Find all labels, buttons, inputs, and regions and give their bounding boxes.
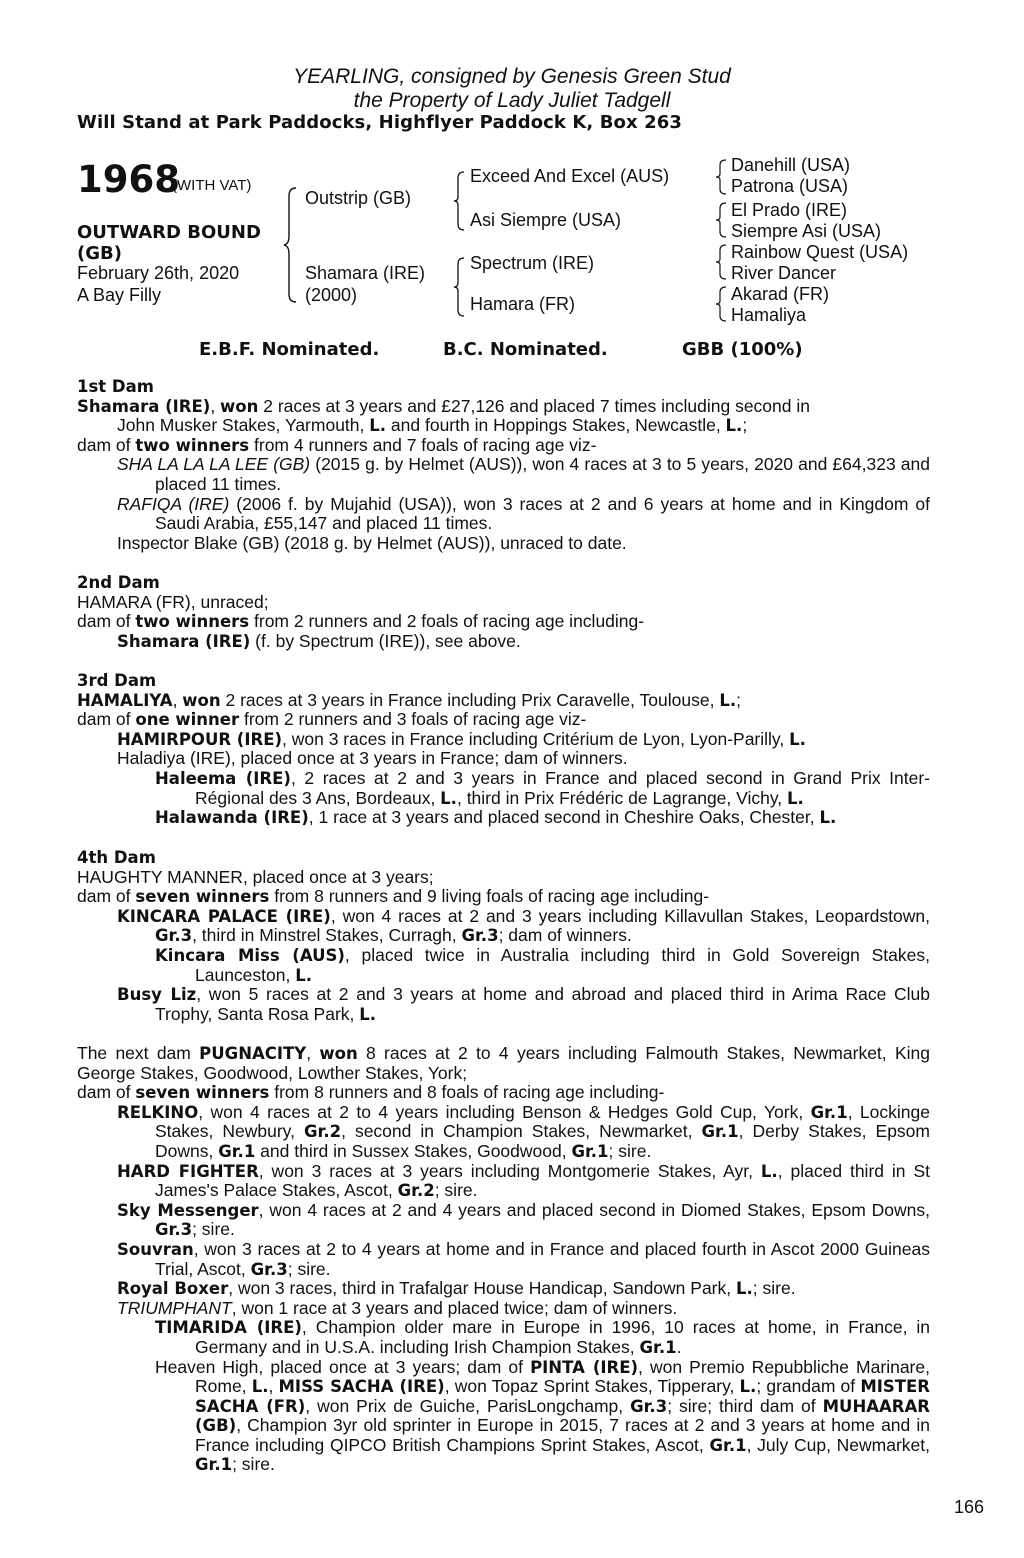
page-number: 166 — [953, 1497, 984, 1517]
g4-ancestor: Hamaliya — [731, 305, 807, 325]
section-heading: 3rd Dam — [77, 671, 157, 690]
g4-ancestor: Rainbow Quest (USA) — [731, 242, 909, 262]
g4-ancestor: River Dancer — [731, 263, 837, 283]
section-heading: 4th Dam — [77, 848, 156, 867]
sire-sire: Exceed And Excel (AUS) — [470, 166, 670, 186]
produce-entry: Halawanda (IRE), 1 race at 3 years and placed second in Cheshire Oaks, Chester, L. — [155, 807, 837, 828]
g4-ancestor: Siempre Asi (USA) — [731, 221, 882, 241]
g3-brace-2 — [714, 201, 728, 239]
dam-dam: Hamara (FR) — [470, 294, 576, 314]
second-dam-record: HAMARA (FR), unraced; — [77, 591, 269, 612]
produce-entry: Kincara Miss (AUS), placed twice in Australia including third in Gold Sovereign Stakes, Launceston, L. — [155, 944, 930, 985]
produce-entry: Souvran, won 3 races at 2 to 4 years at home and in France and placed fourth in Ascot 2000 Guineas Trial, Ascot, Gr.3; sire. — [117, 1238, 930, 1279]
third-dam-section — [77, 671, 930, 828]
first-dam-record-cont: John Musker Stakes, Yarmouth, L. and fourth in Hoppings Stakes, Newcastle, L.; — [117, 415, 748, 436]
produce-entry: Haladiya (IRE), placed once at 3 years in France; dam of winners. — [117, 748, 628, 769]
bc-nomination: B.C. Nominated. — [443, 339, 608, 360]
horse-name: OUTWARD BOUND — [77, 222, 261, 243]
produce-entry: Shamara (IRE) (f. by Spectrum (IRE)), see above. — [117, 630, 521, 651]
produce-entry: HARD FIGHTER, won 3 races at 3 years including Montgomerie Stakes, Ayr, L., placed third in St James's Palace Stakes, Ascot, Gr.2; sire. — [117, 1160, 930, 1201]
header-property: the Property of Lady Juliet Tadgell — [353, 89, 671, 112]
header-stand-location: Will Stand at Park Paddocks, Highflyer Paddock K, Box 263 — [77, 112, 682, 133]
pedigree-brace — [282, 186, 300, 304]
produce-entry: Busy Liz, won 5 races at 2 and 3 years at home and abroad and placed third in Arima Race Club Trophy, Santa Rosa Park, L. — [117, 984, 930, 1024]
produce-entry: Heaven High, placed once at 3 years; dam of PINTA (IRE), won Premio Repubbliche Marinare, Rome, L., MISS SACHA (IRE), won Topaz Sprint Stakes, Tipperary, L.; grandam of MISTER SACHA (FR), won Prix de Guiche, ParisLongchamp, Gr.3; sire; third dam of MUHAARAR (GB), Champion 3yr old sprinter in Europe in 2015, 7 races at 2 and 3 years at home and in France including QIPCO British Champions Sprint Stakes, Ascot, Gr.1, July Cup, Newmarket, Gr.1; sire. — [155, 1356, 931, 1475]
dam-brace — [452, 256, 466, 318]
next-dam-produce: dam of seven winners from 8 runners and 8 foals of racing age including- — [77, 1082, 665, 1103]
fourth-dam-produce: dam of seven winners from 8 runners and 9 living foals of racing age including- — [77, 886, 710, 907]
second-dam-produce: dam of two winners from 2 runners and 2 foals of racing age including- — [77, 611, 645, 632]
g3-brace-4 — [714, 285, 728, 323]
first-dam-produce: dam of two winners from 4 runners and 7 foals of racing age viz- — [77, 434, 597, 455]
g4-ancestor: Patrona (USA) — [731, 176, 849, 196]
dam-year: (2000) — [305, 285, 358, 305]
fourth-dam-section — [77, 848, 930, 1024]
produce-entry: Royal Boxer, won 3 races, third in Trafalgar House Handicap, Sandown Park, L.; sire. — [117, 1278, 796, 1299]
section-heading: 1st Dam — [77, 377, 154, 396]
first-dam-section — [77, 377, 930, 553]
next-dam-section — [77, 1044, 930, 1475]
section-heading: 2nd Dam — [77, 573, 160, 592]
lot-number: 1968 — [77, 158, 180, 201]
fourth-dam-record: HAUGHTY MANNER, placed once at 3 years; — [77, 866, 434, 887]
produce-entry: HAMIRPOUR (IRE), won 3 races in France including Critérium de Lyon, Lyon-Parilly, L. — [117, 728, 806, 749]
horse-foaled: February 26th, 2020 — [77, 263, 240, 283]
sire-brace — [452, 170, 466, 232]
vat-note: (WITH VAT) — [172, 177, 252, 194]
header-consignor: YEARLING, consigned by Genesis Green Stud — [293, 65, 731, 88]
produce-entry: Sky Messenger, won 4 races at 2 and 4 years and placed second in Diomed Stakes, Epsom Downs, Gr.3; sire. — [117, 1199, 930, 1240]
g4-ancestor: Akarad (FR) — [731, 284, 830, 304]
dam-sire: Spectrum (IRE) — [470, 253, 595, 273]
dam-name: Shamara (IRE) — [305, 263, 426, 283]
first-dam-record: Shamara (IRE), won 2 races at 3 years and £27,126 and placed 7 times including second in — [77, 395, 810, 416]
second-dam-section — [77, 573, 930, 651]
gbb-status: GBB (100%) — [682, 339, 803, 360]
ebf-nomination: E.B.F. Nominated. — [199, 339, 380, 360]
horse-description: A Bay Filly — [77, 285, 162, 305]
produce-entry: RAFIQA (IRE) (2006 f. by Mujahid (USA)), won 3 races at 2 and 6 years at home and in Kingdom of Saudi Arabia, £55,147 and placed 11 times. — [117, 493, 930, 534]
produce-entry: TIMARIDA (IRE), Champion older mare in Europe in 1996, 10 races at home, in France, in Germany and in U.S.A. including Irish Champion Stakes, Gr.1. — [155, 1317, 930, 1357]
horse-country: (GB) — [77, 243, 122, 264]
g4-ancestor: El Prado (IRE) — [731, 200, 848, 220]
third-dam-produce: dam of one winner from 2 runners and 3 foals of racing age viz- — [77, 709, 587, 730]
g3-brace-3 — [714, 243, 728, 281]
produce-entry: Haleema (IRE), 2 races at 2 and 3 years in France and placed second in Grand Prix Inter-Régional des 3 Ans, Bordeaux, L., third in Prix Frédéric de Lagrange, Vichy, L. — [155, 767, 931, 808]
g3-brace-1 — [714, 158, 728, 196]
produce-entry: KINCARA PALACE (IRE), won 4 races at 2 and 3 years including Killavullan Stakes, Leopardstown, Gr.3, third in Minstrel Stakes, Curragh, Gr.3; dam of winners. — [117, 905, 930, 946]
sire-name: Outstrip (GB) — [305, 188, 412, 208]
next-dam-record: The next dam PUGNACITY, won 8 races at 2 to 4 years including Falmouth Stakes, Newmarket, King George Stakes, Goodwood, Lowther Stakes, York; — [77, 1043, 930, 1083]
produce-entry: TRIUMPHANT, won 1 race at 3 years and placed twice; dam of winners. — [117, 1297, 678, 1318]
third-dam-record: HAMALIYA, won 2 races at 3 years in France including Prix Caravelle, Toulouse, L.; — [77, 689, 741, 710]
produce-entry: RELKINO, won 4 races at 2 to 4 years including Benson & Hedges Gold Cup, York, Gr.1, Lockinge Stakes, Newbury, Gr.2, second in Champion Stakes, Newmarket, Gr.1, Derby Stakes, Epsom Downs, Gr.1 and third in Sussex Stakes, Goodwood, Gr.1; sire. — [117, 1101, 930, 1161]
g4-ancestor: Danehill (USA) — [731, 155, 851, 175]
sire-dam: Asi Siempre (USA) — [470, 210, 622, 230]
produce-entry: Inspector Blake (GB) (2018 g. by Helmet (AUS)), unraced to date. — [117, 532, 627, 553]
produce-entry: SHA LA LA LA LEE (GB) (2015 g. by Helmet (AUS)), won 4 races at 3 to 5 years, 2020 and £64,323 and placed 11 times. — [117, 454, 930, 494]
